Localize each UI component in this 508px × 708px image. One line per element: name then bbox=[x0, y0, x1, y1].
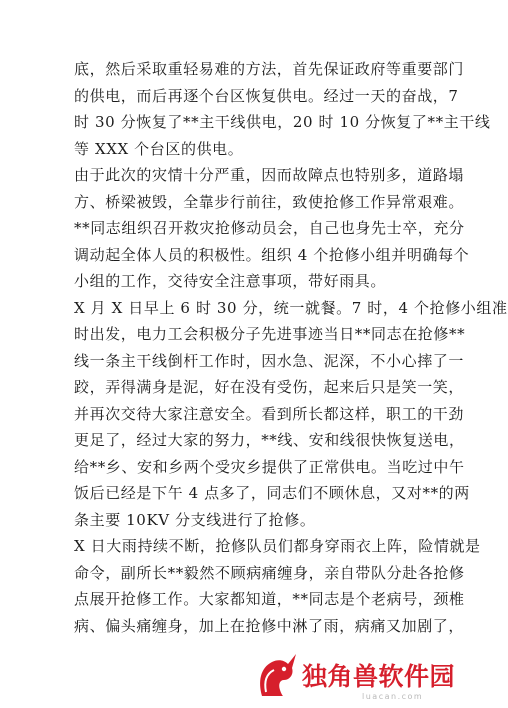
document-body bbox=[74, 56, 508, 639]
text-line: 病、偏头痛缠身，加上在抢修中淋了雨，病痛又加剧了， bbox=[74, 616, 465, 635]
text-line: 饭后已经是下午 4 点多了，同志们不顾休息，又对**的两 bbox=[74, 484, 470, 502]
text-line: 的供电，而后再逐个台区恢复供电。经过一天的奋战，7 bbox=[74, 86, 459, 105]
site-watermark bbox=[250, 648, 500, 708]
watermark-domain: luacan.com bbox=[362, 692, 424, 701]
text-line: 命令，副所长**毅然不顾病痛缠身，亲自带队分赴各抢修 bbox=[74, 563, 465, 582]
text-line: 底，然后采取重轻易难的方法，首先保证政府等重要部门 bbox=[74, 60, 465, 78]
text-line: 条主要 10KV 分支线进行了抢修。 bbox=[74, 510, 316, 529]
watermark-brand-name: 独角兽软件园 bbox=[302, 662, 456, 691]
text-line: 调动起全体人员的积极性。组织 4 个抢修小组并明确每个 bbox=[74, 245, 470, 264]
text-line: 给**乡、安和乡两个受灾乡提供了正常供电。当吃过中午 bbox=[74, 457, 465, 476]
text-line: 时出发，电力工会积极分子先进事迹当日**同志在抢修** bbox=[74, 325, 466, 343]
text-line: X 日大雨持续不断，抢修队员们都身穿雨衣上阵，险情就是 bbox=[74, 537, 481, 555]
text-line: **同志组织召开救灾抢修动员会，自己也身先士卒，充分 bbox=[74, 219, 465, 237]
text-line: 时 30 分恢复了**主干线供电，20 时 10 分恢复了**主干线 bbox=[74, 113, 491, 131]
text-line: 等 XXX 个台区的供电。 bbox=[74, 139, 244, 158]
text-line: 方、桥梁被毁，全靠步行前往，致使抢修工作异常艰难。 bbox=[74, 192, 465, 211]
text-line: 点展开抢修工作。大家都知道，**同志是个老病号，颈椎 bbox=[74, 590, 465, 608]
text-line: 由于此次的灾情十分严重，因而故障点也特别多，道路塌 bbox=[74, 166, 465, 184]
text-line: 小组的工作，交待安全注意事项，带好雨具。 bbox=[74, 272, 387, 290]
text-line: 线一条主干线倒杆工作时，因水急、泥深，不小心摔了一 bbox=[74, 351, 465, 370]
unicorn-logo-icon bbox=[254, 652, 298, 698]
text-line: 并再次交待大家注意安全。看到所长都这样，职工的干劲 bbox=[74, 404, 465, 423]
text-line: 更足了，经过大家的努力，**线、安和线很快恢复送电， bbox=[74, 431, 465, 449]
text-line: 跤，弄得满身是泥，好在没有受伤，起来后只是笑一笑， bbox=[74, 378, 465, 396]
text-line: X 月 X 日早上 6 时 30 分，统一就餐。7 时，4 个抢修小组准 bbox=[74, 298, 508, 317]
